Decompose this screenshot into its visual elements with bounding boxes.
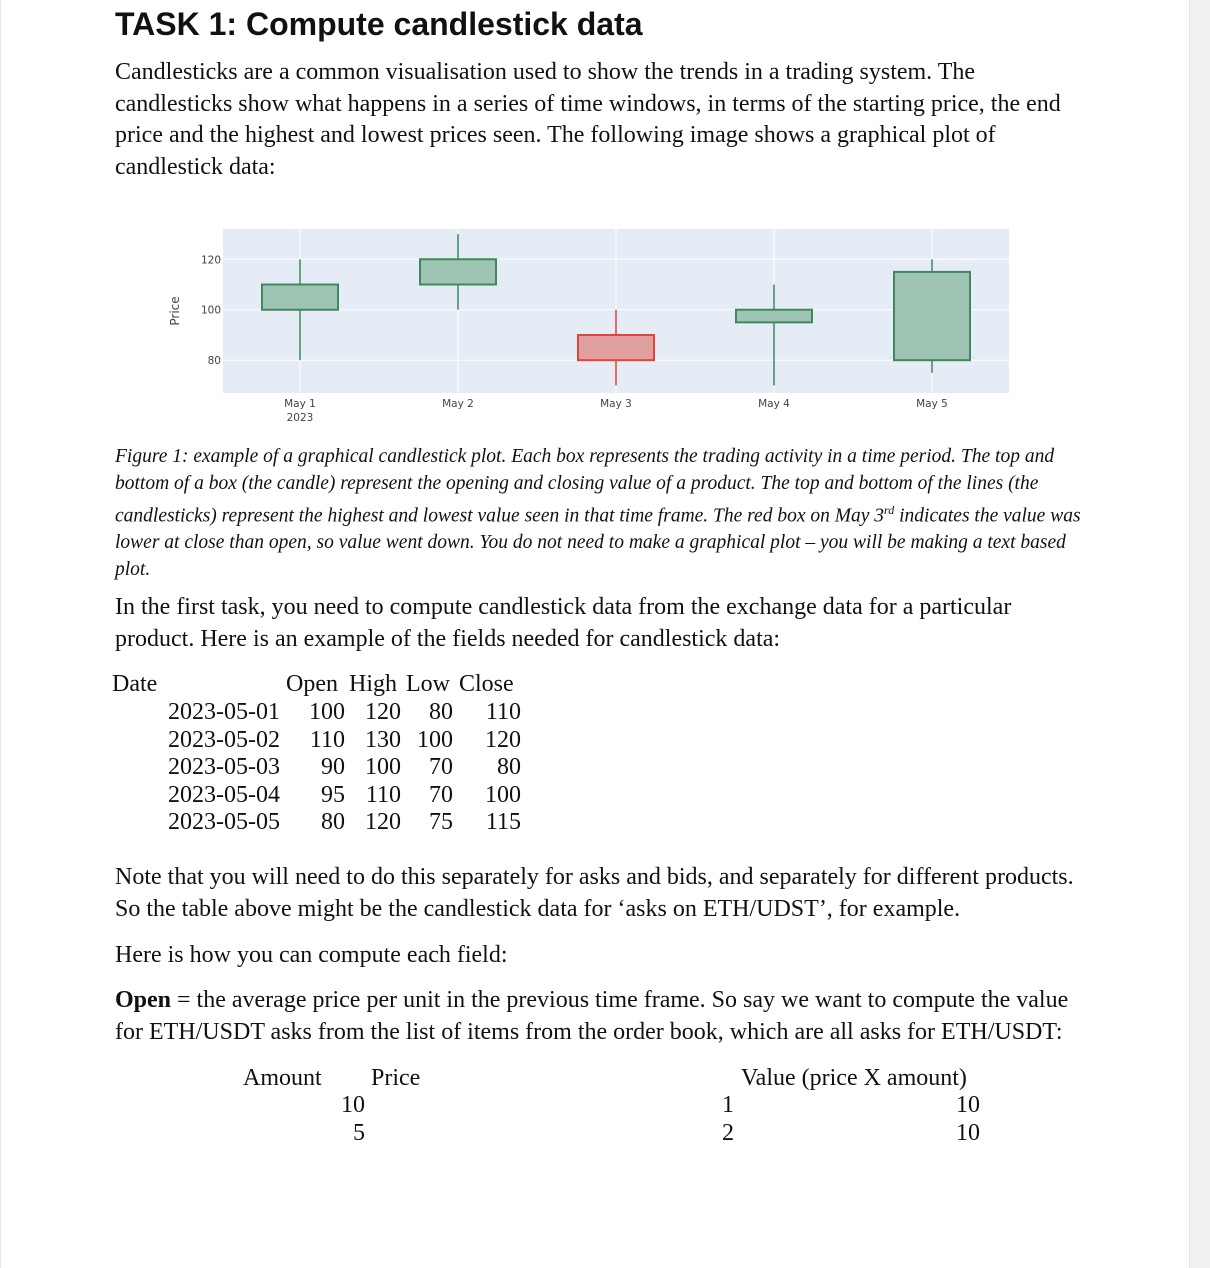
row-low: 70 (429, 754, 453, 780)
x-tick-label: May 2 (442, 398, 474, 410)
intro-line: candlestick data: (115, 153, 276, 180)
row-date: 2023-05-01 (168, 699, 280, 725)
intro-line: candlesticks show what happens in a series of time windows, in terms of the starting price, the end (115, 90, 1061, 117)
caption-text-end: indicates the value was lower at close than open, so value went down. You do not need to make a graphical plot – you will be making a text based plot. (115, 505, 1081, 580)
row-high: 120 (365, 809, 401, 835)
candle-body (736, 310, 812, 323)
note-line: Note that you will need to do this separately for asks and bids, and separately for different products. (115, 864, 1074, 890)
task-line: product. Here is an example of the fields needed for candlestick data: (115, 625, 781, 652)
y-tick-label: 100 (200, 304, 221, 317)
task-line: In the first task, you need to compute candlestick data from the exchange data for a particular (115, 594, 1012, 620)
page-title: TASK 1: Compute candlestick data (115, 6, 643, 42)
task-paragraph (115, 592, 1011, 655)
header-date: Date (112, 671, 158, 697)
header-amount: Amount (243, 1065, 322, 1091)
x-tick-label: May 1 (284, 398, 316, 410)
y-tick-label: 80 (207, 355, 221, 368)
header-close: Close (459, 671, 514, 697)
order-price: 2 (722, 1120, 734, 1146)
x-tick-label: May 4 (758, 398, 790, 410)
order-price: 1 (722, 1092, 734, 1118)
figure-caption (115, 444, 1090, 583)
row-low: 80 (429, 699, 453, 725)
row-low: 100 (417, 726, 453, 753)
row-date: 2023-05-05 (168, 809, 280, 835)
intro-paragraph (115, 57, 1061, 183)
candle-body (578, 335, 654, 360)
header-open: Open (286, 671, 338, 697)
row-date: 2023-05-03 (168, 754, 280, 780)
row-high: 100 (365, 754, 401, 780)
row-high: 110 (365, 781, 401, 808)
row-high: 120 (365, 699, 401, 725)
open-definition-line: for ETH/USDT asks from the list of items from the order book, which are all asks for ETH/USDT: (115, 1018, 1063, 1045)
scrollbar[interactable] (1189, 0, 1210, 1268)
row-open: 110 (309, 726, 345, 753)
header-high: High (349, 671, 397, 697)
row-open: 100 (309, 699, 345, 725)
x-year-label: 2023 (286, 412, 314, 424)
header-value: Value (price X amount) (741, 1065, 967, 1091)
row-close: 80 (497, 754, 521, 780)
row-close: 110 (485, 699, 521, 725)
candle-body (262, 285, 338, 310)
open-definition-line: = the average price per unit in the previous time frame. So say we want to compute the value (171, 987, 1069, 1013)
row-open: 90 (321, 754, 345, 780)
candle-body (420, 259, 496, 284)
open-term: Open (115, 987, 172, 1013)
open-definition (115, 985, 1068, 1048)
row-open: 80 (321, 809, 345, 835)
intro-line: price and the highest and lowest prices seen. The following image shows a graphical plot of (115, 122, 996, 148)
y-tick-label: 120 (200, 254, 221, 267)
row-date: 2023-05-02 (168, 726, 280, 753)
x-tick-label: May 5 (916, 398, 948, 410)
order-value: 10 (956, 1120, 980, 1146)
header-low: Low (406, 671, 450, 697)
row-close: 115 (485, 809, 521, 835)
caption-superscript: rd (884, 503, 895, 517)
header-price: Price (371, 1065, 421, 1091)
y-axis-label: Price (168, 296, 182, 326)
candle-body (894, 272, 970, 360)
candlestick-chart (160, 222, 1020, 432)
note-line: So the table above might be the candlestick data for ‘asks on ETH/UDST’, for example. (115, 895, 961, 922)
order-amount: 10 (341, 1092, 365, 1118)
row-close: 120 (485, 726, 521, 753)
row-high: 130 (365, 726, 401, 753)
note-paragraph (115, 862, 1074, 925)
caption-text: Figure 1: example of a graphical candlestick plot. Each box represents the trading activity in a time period. The top and bottom of a box (the candle) represent the opening and closing value of a product. The top and bottom of the lines (the candlesticks) represent the highest and lowest value seen in that time frame. The red box on May 3 (115, 446, 1055, 527)
order-value: 10 (956, 1092, 980, 1118)
intro-line: Candlesticks are a common visualisation used to show the trends in a trading system. The (115, 59, 976, 85)
row-low: 75 (429, 809, 453, 835)
row-open: 95 (321, 781, 345, 808)
row-date: 2023-05-04 (168, 781, 280, 808)
page-edge (0, 0, 1, 1268)
x-tick-label: May 3 (600, 398, 632, 410)
row-close: 100 (485, 781, 521, 808)
howto-paragraph: Here is how you can compute each field: (115, 942, 508, 968)
row-low: 70 (429, 781, 453, 808)
order-amount: 5 (353, 1120, 365, 1146)
